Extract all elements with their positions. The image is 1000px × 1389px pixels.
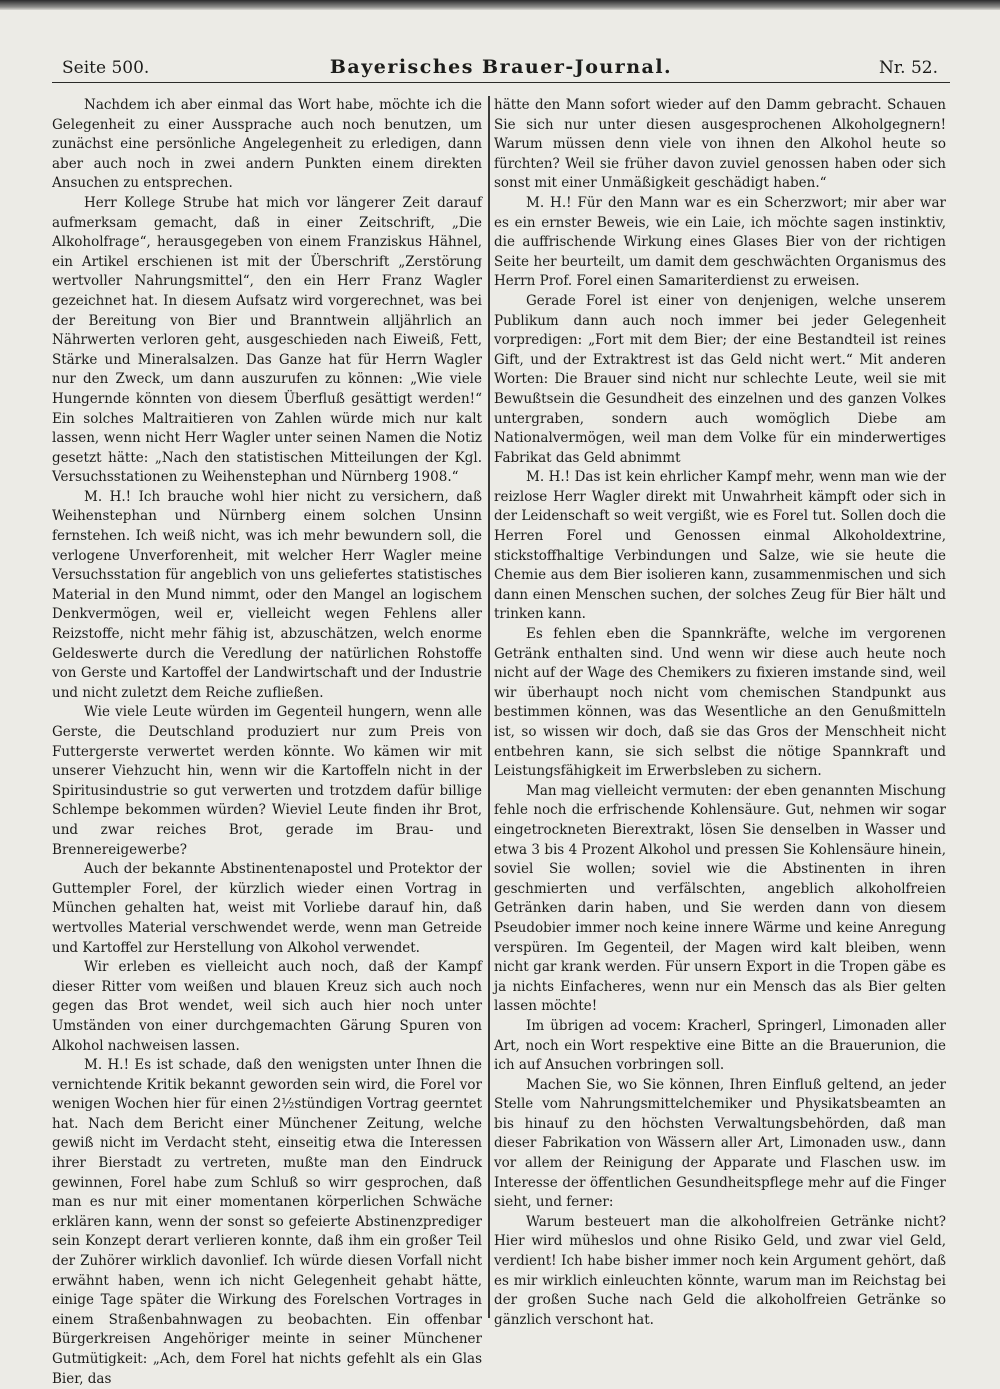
paragraph: M. H.! Es ist schade, daß den wenigsten unter Ihnen die vernichtende Kritik bekannt geworden sein wird, die Forel vor wenigen Wochen hier für einen 2½stündigen Vortrag geerntet hat. Nach dem Bericht einer Münchener Zeitung, welche gewiß nicht im Verdacht steht, einseitig etwa die Interessen ihrer Bierstadt zu vertreten, mußte man den Eindruck gewinnen, Forel habe zum Schluß so wirr gesprochen, daß man es nur mit einer momentanen körperlichen Schwäche erklären kann, wenn der sonst so gefeierte Abstinenzprediger sein Konzept derart verlieren konnte, daß ihm ein großer Teil der Zuhörer wirklich davonlief. Ich würde diesen Vorfall nicht erwähnt haben, wenn ich nicht Gelegenheit gehabt hätte, einige Tage später die Wirkung des Forelschen Vortrages in einem Straßenbahnwagen zu beobachten. Ein offenbar Bürgerkreisen Angehöriger meinte in seiner Münchener Gutmütigkeit: „Ach, dem Forel hat nichts gefehlt als ein Glas Bier, das [52,1057,482,1387]
paragraph: Im übrigen ad vocem: Kracherl, Springerl, Limonaden aller Art, noch ein Wort respektive eine Bitte an die Brauerunion, die ich auf Ansuchen vorbringen soll. [494,1017,946,1074]
left-column [52,96,482,1387]
column-divider [488,96,490,1318]
issue-number: Nr. 52. [879,58,938,78]
paragraph: Man mag vielleicht vermuten: der eben genannten Mischung fehle noch die erfrischende Kohlensäure. Gut, nehmen wir sogar eingetrockneten Bierextrakt, lösen Sie denselben in Wasser und etwa 3 bis 4 Prozent Alkohol und pressen Sie Kohlensäure hinein, soviel Sie wollen; soviel wie die Abstinenten in ihren geschmierten und verfälschten, angeblich alkoholfreien Getränken darin haben, und Sie werden dann von diesem Pseudobier immer noch keine innere Wärme und keine Anregung verspüren. Im Gegenteil, der Magen wird kalt bleiben, wenn nicht gar krank werden. Für unsern Export in die Tropen gäbe es ja nichts Einfacheres, wenn nur ein Mensch das als Bier gelten lassen möchte! [494,782,946,1015]
newspaper-page [52,52,950,1387]
right-column [494,96,946,1328]
paragraph: Warum besteuert man die alkoholfreien Getränke nicht? Hier wird müheslos und ohne Risiko Geld, und zwar viel Geld, verdient! Ich habe bisher immer noch kein Argument gehört, daß es mir wirklich einleuchten könnte, warum man im Reichstag bei der großen Suche nach Geld die alkoholfreien Getränke so gänzlich verschont hat. [494,1213,946,1328]
paragraph: M. H.! Ich brauche wohl hier nicht zu versichern, daß Weihenstephan und Nürnberg einem solchen Unsinn fernstehen. Ich weiß nicht, was ich mehr bewundern soll, die verlogene Unverforenheit, mit welcher Herr Wagler meine Versuchsstation für angeblich von uns geliefertes statistisches Material in den Mund nimmt, oder den Mangel an logischem Denkvermögen, weil er, vielleicht wegen Fehlens aller Reizstoffe, nicht mehr fähig ist, abzuschätzen, welch enorme Geldeswerte durch die Veredlung der natürlichen Rohstoffe von Gerste und Kartoffel der Landwirtschaft und der Industrie und nicht zuletzt dem Reiche zufließen. [52,488,482,701]
paragraph: hätte den Mann sofort wieder auf den Damm gebracht. Schauen Sie sich nur unter diesen ausgesprochenen Alkoholgegnern! Warum müssen denn viele von ihnen den Alkohol heute so fürchten? Weil sie früher davon zuviel genossen haben oder sich sonst mit einer Unmäßigkeit geschädigt haben.“ [494,97,946,192]
paragraph: M. H.! Für den Mann war es ein Scherzwort; mir aber war es ein ernster Beweis, wie ein Laie, ich möchte sagen instinktiv, die auffrischende Wirkung eines Glases Bier von der richtigen Seite her beurteilt, um damit dem geschwächten Organismus des Herrn Prof. Forel einen Samariterdienst zu erweisen. [494,194,946,290]
page-number: Seite 500. [62,58,150,78]
text-columns [52,96,950,1387]
paragraph: Es fehlen eben die Spannkräfte, welche im vergorenen Getränk enthalten sind. Und wenn wir diese auch heute noch nicht auf der Wage des Chemikers zu fixieren imstande sind, weil wir überhaupt noch nicht vom chemischen Standpunkt aus bestimmen können, was das Wesentliche an den Genußmitteln ist, so wissen wir doch, daß sie das Gros der Menschheit nicht entbehren kann, sie sich selbst die nötige Spannkraft und Leistungsfähigkeit im Erwerbsleben zu sichern. [494,626,946,780]
paragraph: Wir erleben es vielleicht auch noch, daß der Kampf dieser Ritter vom weißen und blauen Kreuz sich auch noch gegen das Brot wendet, weil sich auch hier noch unter Umständen von einer durchgemachten Gärung Spuren von Alkohol nachweisen lassen. [52,959,482,1054]
paragraph: Wie viele Leute würden im Gegenteil hungern, wenn alle Gerste, die Deutschland produziert nur zum Preis von Futtergerste verwertet werden könnte. Wo kämen wir mit unserer Viehzucht hin, wenn wir die Kartoffeln nicht in der Spiritusindustrie so gut verwerten und trotzdem dafür billige Schlempe bekommen würden? Wieviel Leute finden ihr Brot, und zwar reiches Brot, gerade im Brau- und Brennereigewerbe? [52,704,482,858]
paragraph: Nachdem ich aber einmal das Wort habe, möchte ich die Gelegenheit zu einer Aussprache auch noch benutzen, um zunächst eine persönliche Angelegenheit zu erledigen, dann aber auch noch in zwei andern Punkten einem direkten Ansuchen zu entsprechen. [52,97,482,192]
paragraph: M. H.! Das ist kein ehrlicher Kampf mehr, wenn man wie der reizlose Herr Wagler direkt mit Unwahrheit kämpft oder sich in der Leidenschaft so weit vergißt, wie es Forel tut. Sollen doch die Herren Forel und Genossen einmal Alkoholdextrine, stickstoffhaltige Verbindungen und Salze, wie sie heute die Chemie aus dem Bier isolieren kann, zusammenmischen und sich dann einen Menschen suchen, der solches Zeug für Bier hält und trinken kann. [494,469,946,623]
paragraph: Machen Sie, wo Sie können, Ihren Einfluß geltend, an jeder Stelle vom Nahrungsmittelchemiker und Physikatsbeamten an bis hinauf zu den höchsten Verwaltungsbehörden, daß man dieser Fabrikation von Wässern aller Art, Limonaden usw., dann vor allem der Reinigung der Apparate und Flaschen usw. im Interesse der öffentlichen Gesundheitspflege mehr auf die Finger sieht, und ferner: [494,1076,946,1211]
page-header [52,52,950,83]
paragraph: Gerade Forel ist einer von denjenigen, welche unserem Publikum dann auch noch immer bei jeder Gelegenheit vorpredigen: „Fort mit dem Bier; der eine Bestandteil ist reines Gift, und der Extraktrest ist das Geld nicht wert.“ Mit anderen Worten: Die Brauer sind nicht nur schlechte Leute, weil sie mit Bewußtsein die Gesundheit des einzelnen und des ganzen Volkes untergraben, sondern auch womöglich Diebe am Nationalvermögen, weil man dem Volke für ein minderwertiges Fabrikat das Geld abnimmt [494,292,946,466]
paragraph: Auch der bekannte Abstinentenapostel und Protektor der Guttempler Forel, der kürzlich wieder einen Vortrag in München gehalten hat, weist mit Vorliebe darauf hin, daß wertvolles Material verschwendet werde, wenn man Getreide und Kartoffel zur Herstellung von Alkohol verwendet. [52,861,482,956]
journal-title: Bayerisches Brauer-Journal. [329,56,673,78]
paragraph: Herr Kollege Strube hat mich vor längerer Zeit darauf aufmerksam gemacht, daß in einer Zeitschrift, „Die Alkoholfrage“, herausgegeben von einem Franziskus Hähnel, ein Artikel erschienen ist mit der Überschrift „Zerstörung wertvoller Nahrungsmittel“, den ein Herr Franz Wagler gezeichnet hat. In diesem Aufsatz wird vorgerechnet, was bei der Bereitung von Bier und Branntwein alljährlich an Nährwerten verloren geht, ausgeschieden nach Eiweiß, Fett, Stärke und Mineralsalzen. Das Ganze hat für Herrn Wagler nur den Zweck, um dann auszurufen zu können: „Wie viele Hungernde könnten von diesem Überfluß gesättigt werden!“ Ein solches Maltraitieren von Zahlen würde mich nur kalt lassen, wenn nicht Herr Wagler unter seinen Namen die Notiz gesetzt hätte: „Nach den statistischen Mitteilungen der Kgl. Versuchsstationen zu Weihenstephan und Nürnberg 1908.“ [52,194,482,486]
scan-edge [0,0,1000,10]
